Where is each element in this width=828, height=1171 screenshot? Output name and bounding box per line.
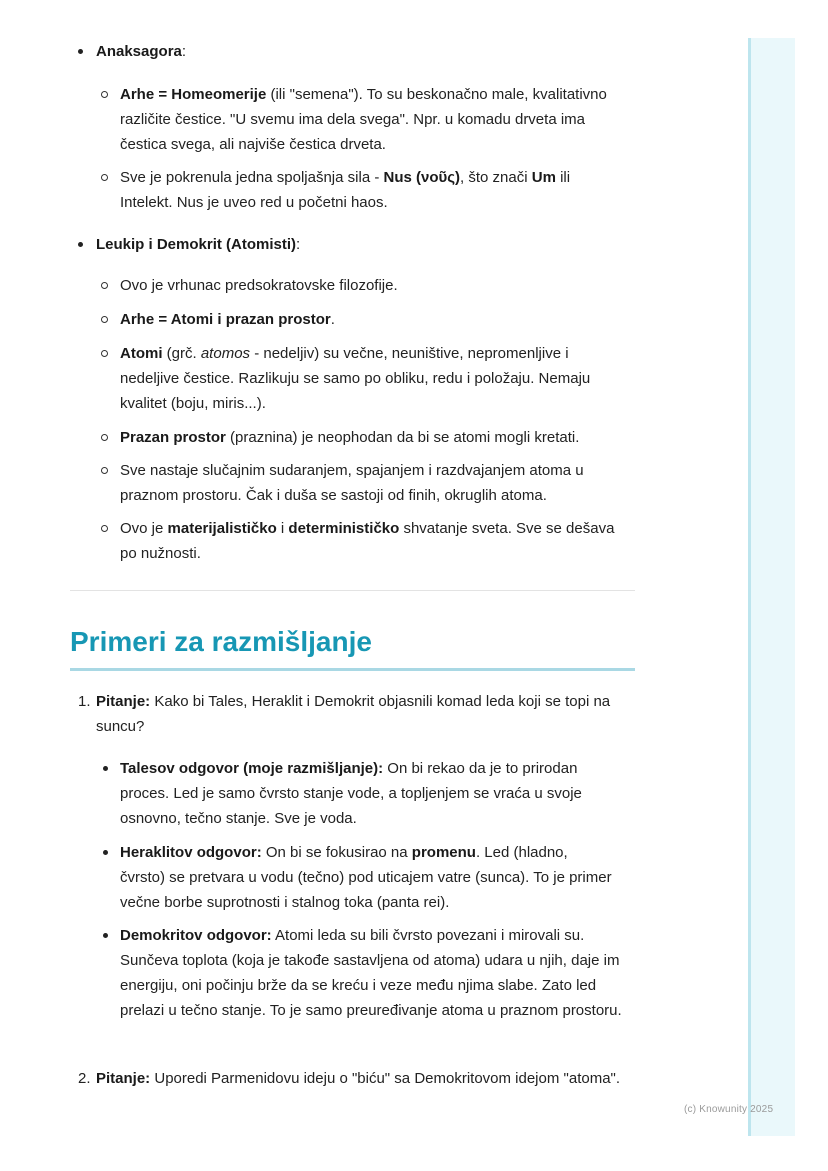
answer-demokrit bbox=[120, 923, 632, 1023]
section-divider bbox=[70, 590, 635, 591]
text: (grč. bbox=[162, 345, 201, 362]
answer-heraklit bbox=[120, 840, 615, 915]
term: Arhe = Atomi i prazan prostor bbox=[120, 311, 331, 328]
question-label: Pitanje: bbox=[96, 1070, 151, 1087]
bullet-circle bbox=[101, 316, 108, 323]
anaksagora-item-1 bbox=[120, 82, 635, 157]
text: ili Intelekt. Nus je uveo red u početni haos. bbox=[120, 169, 571, 211]
text: Ovo je bbox=[120, 520, 168, 537]
bullet-circle bbox=[101, 174, 108, 181]
term: Um bbox=[531, 169, 556, 186]
answer-label: Demokritov odgovor: bbox=[120, 927, 272, 944]
leukip-item-6 bbox=[120, 516, 620, 566]
bullet-disc bbox=[103, 766, 108, 771]
term: determinističko bbox=[288, 520, 400, 537]
answer-text: On bi rekao da je to prirodan proces. Led je samo čvrsto stanje vode, a topljenjem se vraća u svoje osnovno, tečno stanje. Sve je voda. bbox=[120, 760, 582, 827]
term: materijalističko bbox=[167, 520, 277, 537]
term: Atomi bbox=[120, 345, 163, 362]
text: , što znači bbox=[460, 169, 532, 186]
bullet-circle bbox=[101, 350, 108, 357]
leukip-item-5 bbox=[120, 458, 620, 508]
text: Ovo je vrhunac predsokratovske filozofije. bbox=[120, 277, 398, 294]
bullet-circle bbox=[101, 525, 108, 532]
answer-label: Talesov odgovor (moje razmišljanje): bbox=[120, 760, 384, 777]
answer-text: . Led (hladno, čvrsto) se pretvara u vodu (tečno) pod uticajem vatre (sunca). To je primer večne borbe suprotnosti i stalnog toka (panta rei). bbox=[120, 844, 612, 911]
heading-underline bbox=[70, 668, 635, 671]
italic-term: atomos bbox=[200, 345, 251, 362]
term: Nus (νοῦς) bbox=[383, 169, 461, 186]
bullet-disc bbox=[78, 242, 83, 247]
list-number: 2. bbox=[78, 1070, 91, 1087]
margin-sidebar bbox=[748, 38, 795, 1136]
question-text: Uporedi Parmenidovu ideju o "biću" sa Demokritovom idejom "atoma". bbox=[150, 1070, 621, 1087]
text: (praznina) je neophodan da bi se atomi mogli kretati. bbox=[225, 429, 580, 446]
text: Sve je pokrenula jedna spoljašnja sila - bbox=[120, 169, 384, 186]
answer-text: On bi se fokusirao na bbox=[261, 844, 412, 861]
term: Prazan prostor bbox=[120, 429, 226, 446]
anaksagora-item-2 bbox=[120, 165, 625, 215]
question-label: Pitanje: bbox=[96, 693, 151, 710]
bullet-circle bbox=[101, 467, 108, 474]
leukip-heading: Leukip i Demokrit (Atomisti): bbox=[96, 236, 301, 253]
section-heading: Primeri za razmišljanje bbox=[70, 626, 372, 657]
leukip-item-2 bbox=[120, 307, 635, 332]
bullet-circle bbox=[101, 282, 108, 289]
text: (ili "semena"). To su beskonačno male, kvalitativno različite čestice. "U svemu ima dela svega". Npr. u komadu drveta ima čestica svega, ali najviše čestica drveta. bbox=[120, 86, 607, 153]
copyright-watermark: (c) Knowunity 2025 bbox=[684, 1104, 774, 1115]
bullet-circle bbox=[101, 91, 108, 98]
bullet-disc bbox=[78, 49, 83, 54]
leukip-item-1 bbox=[120, 273, 635, 298]
text: shvatanje sveta. Sve se dešava po nužnosti. bbox=[120, 520, 615, 562]
bullet-disc bbox=[103, 850, 108, 855]
anaksagora-title: Anaksagora bbox=[96, 43, 182, 60]
question-2 bbox=[96, 1066, 634, 1091]
text: - nedeljiv) su večne, neuništive, nepromenljive i nedeljive čestice. Razlikuju se samo po obliku, redu i položaju. Nemaju kvalitet (boju, miris...). bbox=[120, 345, 591, 412]
text: . bbox=[330, 311, 335, 328]
question-text: Kako bi Tales, Heraklit i Demokrit objasnili komad leda koji se topi na suncu? bbox=[96, 693, 611, 735]
leukip-item-3 bbox=[120, 341, 620, 416]
anaksagora-heading: Anaksagora: bbox=[96, 43, 187, 60]
answer-text: Atomi leda su bili čvrsto povezani i mirovali su. Sunčeva toplota (koja je takođe sastavljena od atoma) udara u njih, daje im energiju, oni počinju brže da se kreću i veze među njima slabe. Zato led prelazi u tečno stanje. To je samo preuređivanje atoma u praznom prostoru. bbox=[120, 927, 622, 1019]
text: Sve nastaje slučajnim sudaranjem, spajanjem i razdvajanjem atoma u praznom prostoru. Čak i duša se sastoji od finih, okruglih atoma. bbox=[120, 462, 584, 504]
bullet-circle bbox=[101, 434, 108, 441]
text: i bbox=[276, 520, 289, 537]
leukip-title: Leukip i Demokrit (Atomisti) bbox=[96, 236, 297, 253]
question-1 bbox=[96, 689, 636, 739]
term: promenu bbox=[411, 844, 476, 861]
list-number: 1. bbox=[78, 693, 91, 710]
answer-label: Heraklitov odgovor: bbox=[120, 844, 262, 861]
bullet-disc bbox=[103, 933, 108, 938]
term: Arhe = Homeomerije bbox=[120, 86, 267, 103]
leukip-item-4 bbox=[120, 425, 635, 450]
answer-tales bbox=[120, 756, 615, 831]
